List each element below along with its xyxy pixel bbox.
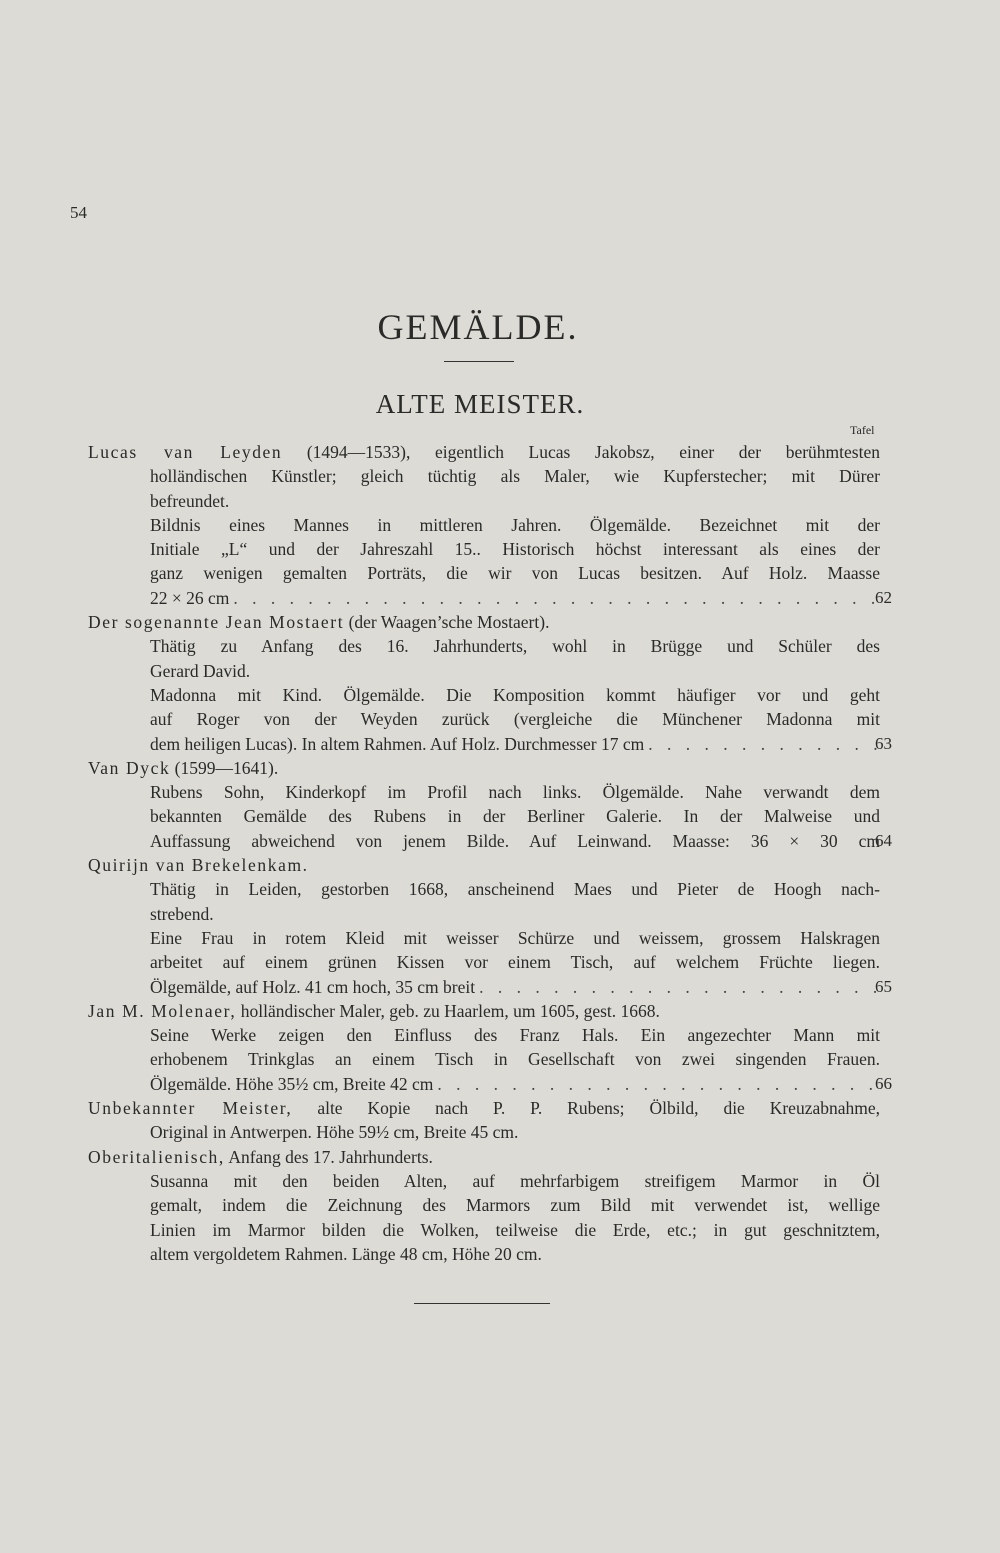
entry-text: (1599—1641). [174, 757, 279, 778]
entry-line: bekannten Gemälde des Rubens in der Berliner Galerie. In der Malweise und [150, 806, 880, 827]
catalog-entry [88, 999, 892, 1096]
artist-name: Quirijn van Brekelenkam. [88, 855, 309, 876]
entry-line: dem heiligen Lucas). In altem Rahmen. Auf Holz. Durchmesser 17 cm [150, 733, 645, 754]
entry-line: Susanna mit den beiden Alten, auf mehrfarbigem streifigem Marmor in Öl [150, 1170, 880, 1191]
artist-name: Lucas van Leyden [88, 442, 283, 462]
catalog-entry [88, 610, 892, 756]
entry-last-line [88, 586, 892, 610]
artist-name: Van Dyck [88, 757, 171, 778]
entry-line: Seine Werke zeigen den Einfluss des Franz Hals. Ein angezechter Mann mit [150, 1025, 880, 1046]
entry-text: alte Kopie nach P. P. Rubens; Ölbild, die Kreuzabnahme, [317, 1098, 881, 1119]
leader-dots [644, 732, 880, 756]
plate-number: 62 [875, 587, 892, 607]
entry-line: Thätig zu Anfang des 16. Jahrhunderts, wohl in Brügge und Schüler des [150, 636, 880, 657]
title-rule [444, 361, 514, 362]
entry-last-line [88, 829, 892, 853]
entry-last-line [88, 732, 892, 756]
artist-name: Jan M. Molenaer, [88, 1000, 237, 1021]
entry-first-line [88, 1096, 880, 1120]
entry-line: Bildnis eines Mannes in mittleren Jahren. Ölgemälde. Bezeichnet mit der [150, 514, 880, 535]
entry-line: Auffassung abweichend von jenem Bilde. Auf Leinwand. Maasse: 36 × 30 cm [150, 830, 880, 851]
entry-line: altem vergoldetem Rahmen. Länge 48 cm, Höhe 20 cm. [150, 1243, 542, 1264]
plate-number: 64 [875, 830, 892, 850]
tafel-column-label: Tafel [850, 423, 875, 437]
entry-text: (1494—1533), eigentlich Lucas Jakobsz, einer der berühmtesten [306, 442, 880, 462]
leader-dots [433, 1072, 880, 1096]
entry-line: Ölgemälde. Höhe 35½ cm, Breite 42 cm [150, 1073, 434, 1094]
entry-line: erhobenem Trinkglas an einem Tisch in Gesellschaft von zwei singenden Frauen. [150, 1049, 880, 1070]
entry-line: Thätig in Leiden, gestorben 1668, anscheinend Maes und Pieter de Hoogh nach- [150, 879, 880, 900]
catalog-entry [88, 440, 892, 610]
page-number: 54 [70, 203, 87, 222]
catalog-entry [88, 1145, 880, 1266]
entry-line: Linien im Marmor bilden die Wolken, teilweise die Erde, etc.; in gut geschnitztem, [150, 1219, 880, 1240]
section-title: ALTE MEISTER. [375, 389, 585, 419]
entry-first-line [88, 440, 880, 464]
leader-dots [229, 586, 880, 610]
plate-number: 66 [875, 1073, 892, 1093]
catalog-entries [88, 440, 892, 1266]
entry-last-line [88, 1072, 892, 1096]
page-title: GEMÄLDE. [377, 307, 579, 347]
entry-line: auf Roger von der Weyden zurück (vergleiche die Münchener Madonna mit [150, 709, 880, 730]
catalog-entry [88, 853, 892, 999]
entry-text: Anfang des 17. Jahrhunderts. [228, 1146, 433, 1167]
entry-line: holländischen Künstler; gleich tüchtig als Maler, wie Kupferstecher; mit Dürer [150, 466, 880, 487]
entry-line: 22 × 26 cm [150, 587, 230, 608]
entry-first-line [88, 1145, 880, 1169]
entry-line: Rubens Sohn, Kinderkopf im Profil nach links. Ölgemälde. Nahe verwandt dem [150, 782, 880, 803]
entry-line: Madonna mit Kind. Ölgemälde. Die Komposition kommt häufiger vor und geht [150, 684, 880, 705]
artist-name: Unbekannter Meister, [88, 1098, 293, 1119]
entry-line: Eine Frau in rotem Kleid mit weisser Schürze und weissem, grossem Halskragen [150, 927, 880, 948]
catalog-entry [88, 756, 892, 853]
end-rule [414, 1303, 550, 1304]
artist-name: Der sogenannte Jean Mostaert [88, 612, 345, 633]
entry-line: befreundet. [150, 490, 230, 511]
entry-line: ganz wenigen gemalten Porträts, die wir von Lucas besitzen. Auf Holz. Maasse [150, 563, 880, 584]
entry-line: Initiale „L“ und der Jahreszahl 15.. Historisch höchst interessant als eines der [150, 539, 880, 560]
plate-number: 63 [875, 733, 892, 753]
entry-line: strebend. [150, 903, 214, 924]
entry-line: Gerard David. [150, 660, 251, 681]
entry-line: Original in Antwerpen. Höhe 59½ cm, Breite 45 cm. [150, 1122, 519, 1143]
catalog-entry [88, 1096, 880, 1145]
entry-first-line [88, 610, 880, 634]
entry-line: arbeitet auf einem grünen Kissen vor einem Tisch, auf welchem Früchte liegen. [150, 952, 880, 973]
entry-first-line [88, 756, 880, 780]
leader-dots [475, 975, 880, 999]
entry-first-line [88, 999, 880, 1023]
entry-first-line [88, 853, 880, 877]
entry-line: Ölgemälde, auf Holz. 41 cm hoch, 35 cm breit [150, 976, 476, 997]
entry-line: gemalt, indem die Zeichnung des Marmors zum Bild mit verwendet ist, wellige [150, 1195, 880, 1216]
entry-text: holländischer Maler, geb. zu Haarlem, um 1605, gest. 1668. [240, 1000, 660, 1021]
plate-number: 65 [875, 976, 892, 996]
artist-name: Oberitalienisch, [88, 1146, 225, 1167]
entry-text: (der Waagen’sche Mostaert). [348, 612, 550, 633]
entry-last-line [88, 975, 892, 999]
